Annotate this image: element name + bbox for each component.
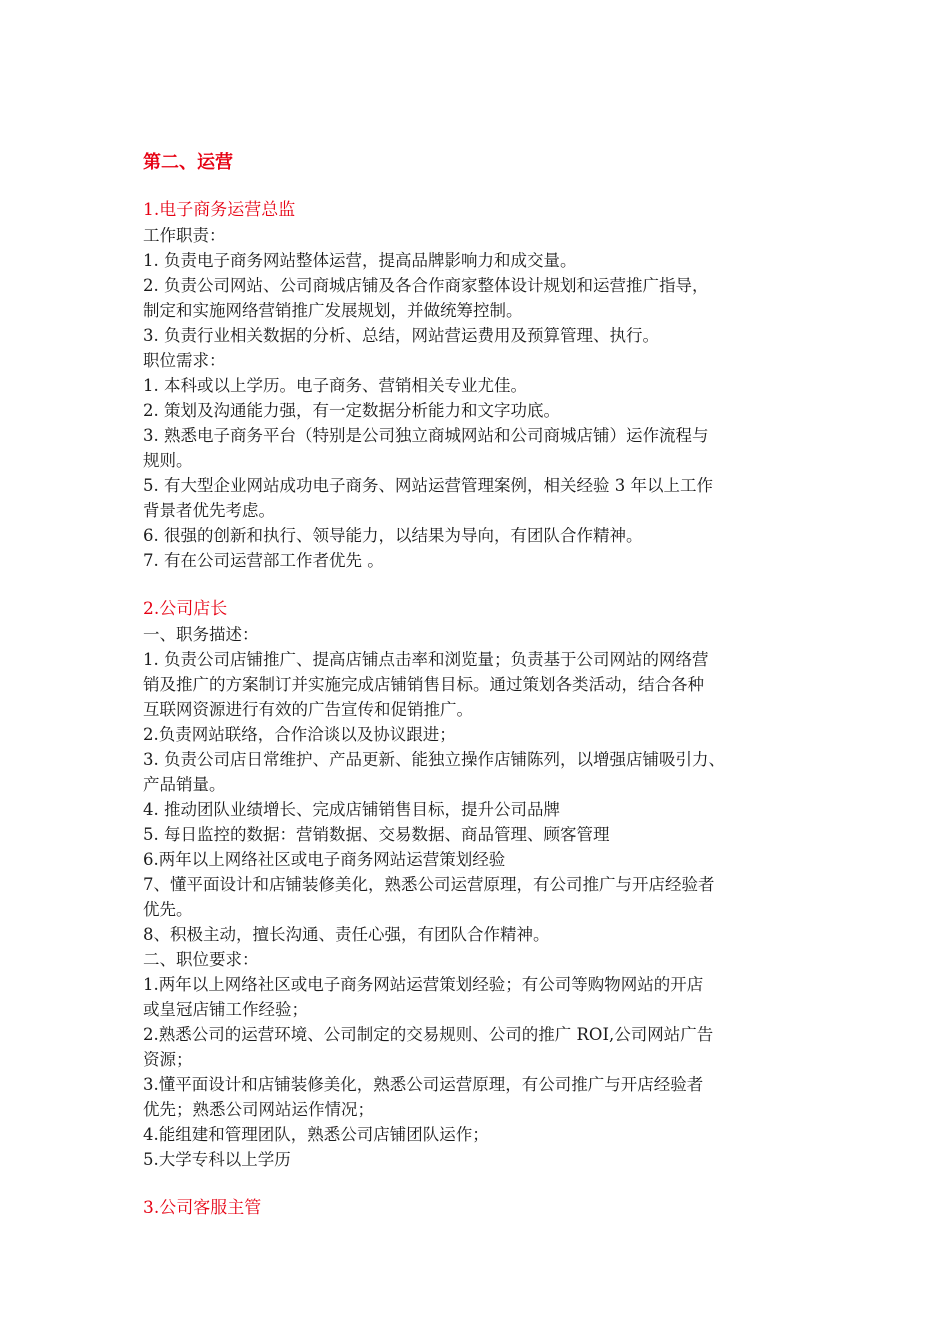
text-line: 6. 很强的创新和执行、领导能力，以结果为导向，有团队合作精神。 — [143, 526, 643, 545]
text-line: 1. 本科或以上学历。电子商务、营销相关专业尤佳。 — [143, 376, 527, 395]
document-page — [143, 148, 833, 1245]
section-3 — [143, 1196, 833, 1221]
text-line: 3. 熟悉电子商务平台（特别是公司独立商城网站和公司商城店铺）运作流程与 — [143, 426, 709, 445]
text-line: 二、职位要求： — [143, 950, 259, 969]
text-line: 销及推广的方案制订并实施完成店铺销售目标。通过策划各类活动，结合各种 — [143, 675, 704, 694]
text-line: 制定和实施网络营销推广发展规划，并做统筹控制。 — [143, 301, 523, 320]
text-line: 规则。 — [143, 451, 193, 470]
chapter-title: 第二、运营 — [143, 152, 233, 173]
section-title: 2.公司店长 — [143, 599, 228, 619]
text-line: 职位需求： — [143, 351, 226, 370]
text-line: 产品销量。 — [143, 775, 226, 794]
text-line: 3. 负责公司店日常维护、产品更新、能独立操作店铺陈列，以增强店铺吸引力、 — [143, 750, 725, 769]
text-line: 1. 负责电子商务网站整体运营，提高品牌影响力和成交量。 — [143, 251, 577, 270]
section-1 — [143, 198, 833, 573]
text-line: 8、积极主动，擅长沟通、责任心强，有团队合作精神。 — [143, 925, 550, 944]
text-line: 2.熟悉公司的运营环境、公司制定的交易规则、公司的推广 ROI,公司网站广告 — [143, 1025, 714, 1044]
text-line: 3. 负责行业相关数据的分析、总结，网站营运费用及预算管理、执行。 — [143, 326, 659, 345]
text-line: 5. 每日监控的数据：营销数据、交易数据、商品管理、顾客管理 — [143, 825, 610, 844]
text-line: 背景者优先考虑。 — [143, 501, 275, 520]
text-line: 7、懂平面设计和店铺装修美化，熟悉公司运营原理，有公司推广与开店经验者 — [143, 875, 715, 894]
text-line: 5.大学专科以上学历 — [143, 1150, 291, 1169]
text-line: 1. 负责公司店铺推广、提高店铺点击率和浏览量；负责基于公司网站的网络营 — [143, 650, 709, 669]
sections-container — [143, 198, 833, 1221]
text-line: 资源； — [143, 1050, 193, 1069]
text-line: 优先；熟悉公司网站运作情况； — [143, 1100, 374, 1119]
text-line: 2. 策划及沟通能力强，有一定数据分析能力和文字功底。 — [143, 401, 560, 420]
text-line: 2. 负责公司网站、公司商城店铺及各合作商家整体设计规划和运营推广指导， — [143, 276, 709, 295]
section-title: 1.电子商务运营总监 — [143, 200, 296, 220]
text-line: 5. 有大型企业网站成功电子商务、网站运营管理案例，相关经验 3 年以上工作 — [143, 476, 713, 495]
text-line: 1.两年以上网络社区或电子商务网站运营策划经验；有公司等购物网站的开店 — [143, 975, 704, 994]
text-line: 一、职务描述： — [143, 625, 259, 644]
text-line: 2.负责网站联络，合作洽谈以及协议跟进； — [143, 725, 456, 744]
text-line: 6.两年以上网络社区或电子商务网站运营策划经验 — [143, 850, 506, 869]
section-title: 3.公司客服主管 — [143, 1198, 262, 1218]
text-line: 互联网资源进行有效的广告宣传和促销推广。 — [143, 700, 473, 719]
text-line: 7. 有在公司运营部工作者优先 。 — [143, 551, 384, 570]
section-2 — [143, 597, 833, 1172]
text-line: 工作职责： — [143, 226, 226, 245]
text-line: 4.能组建和管理团队，熟悉公司店铺团队运作； — [143, 1125, 489, 1144]
text-line: 或皇冠店铺工作经验； — [143, 1000, 308, 1019]
text-line: 3.懂平面设计和店铺装修美化，熟悉公司运营原理，有公司推广与开店经验者 — [143, 1075, 704, 1094]
text-line: 4. 推动团队业绩增长、完成店铺销售目标，提升公司品牌 — [143, 800, 560, 819]
text-line: 优先。 — [143, 900, 193, 919]
